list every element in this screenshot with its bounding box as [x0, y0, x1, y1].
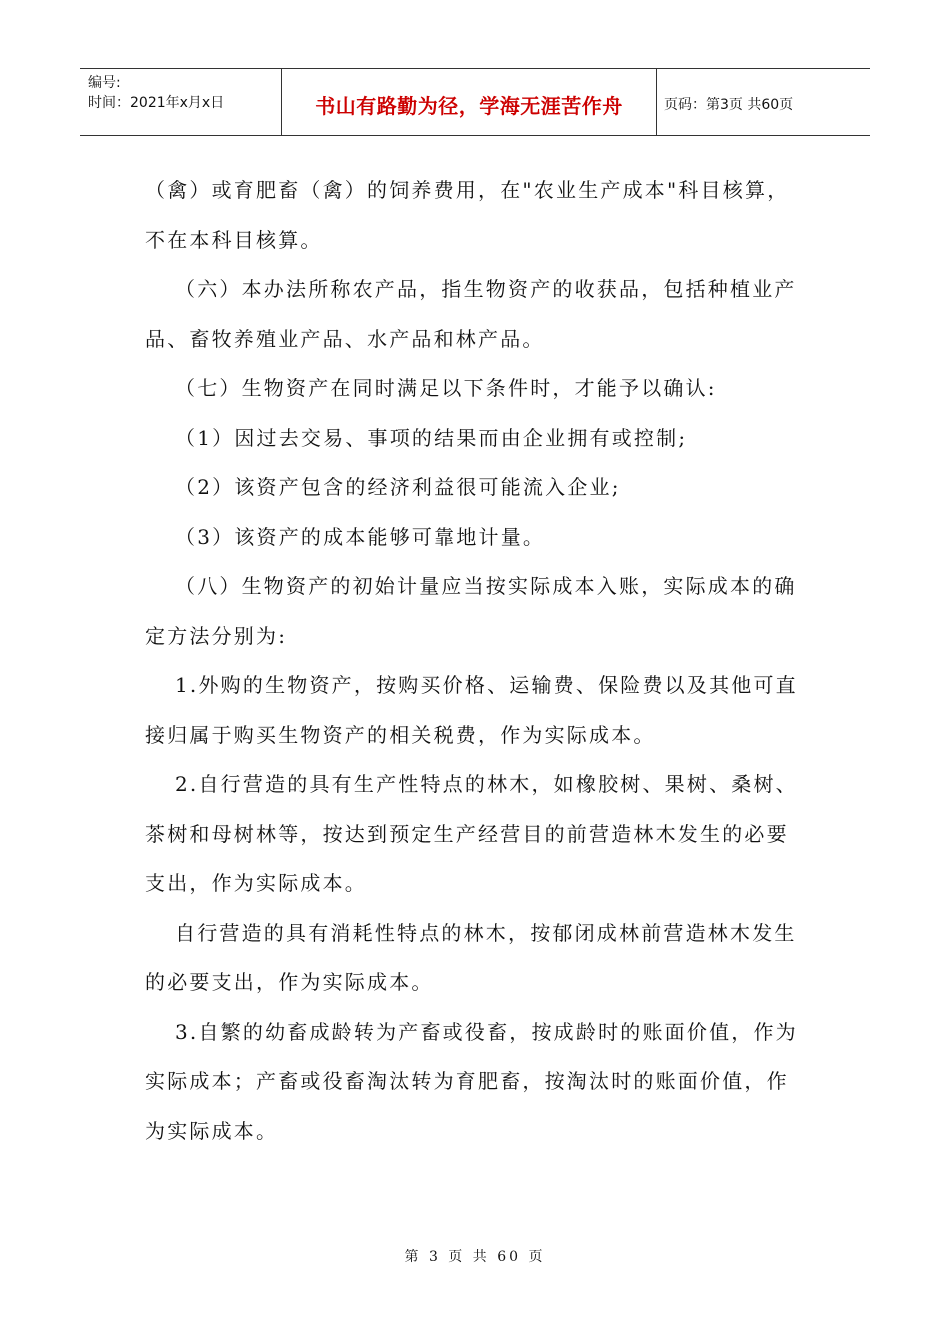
paragraph: [145, 909, 805, 1008]
paragraph-line: （六）本办法所称农产品，指生物资产的收获品，包括种植业产: [175, 277, 797, 301]
paragraph: [145, 513, 805, 563]
header-page-info: 页码：第3页 共60页: [664, 97, 794, 113]
paragraph-line: （2）该资产包含的经济利益很可能流入企业;: [175, 475, 621, 499]
paragraph-line: 实际成本；产畜或役畜淘汰转为育肥畜，按淘汰时的账面价值，作: [145, 1069, 789, 1093]
paragraph: [145, 661, 805, 760]
header-motto: 书山有路勤为径，学海无涯苦作舟: [315, 93, 623, 118]
page-header: [80, 68, 870, 136]
paragraph: [145, 760, 805, 909]
paragraph: [145, 265, 805, 364]
paragraph-line: 品、畜牧养殖业产品、水产品和林产品。: [145, 326, 545, 351]
header-meta-cell: [80, 69, 282, 135]
header-page-cell: [657, 69, 870, 135]
document-body: [145, 166, 805, 1156]
page-footer: 第 3 页 共 60 页: [404, 1249, 546, 1265]
paragraph-line: 定方法分别为:: [145, 623, 288, 648]
paragraph: [145, 166, 805, 265]
paragraph-line: 2.自行营造的具有生产性特点的林木，如橡胶树、果树、桑树、: [175, 772, 798, 796]
document-number-label: 编号:: [88, 75, 121, 91]
paragraph: [145, 414, 805, 464]
paragraph-line: 接归属于购买生物资产的相关税费，作为实际成本。: [145, 722, 656, 747]
paragraph-line: 不在本科目核算。: [145, 227, 323, 252]
paragraph-line: （3）该资产的成本能够可靠地计量。: [175, 524, 546, 549]
paragraph-line: （七）生物资产在同时满足以下条件时，才能予以确认:: [175, 376, 717, 400]
paragraph-line: 3.自繁的幼畜成龄转为产畜或役畜，按成龄时的账面价值，作为: [175, 1019, 798, 1044]
paragraph-line: 支出，作为实际成本。: [145, 871, 367, 895]
paragraph: [145, 1008, 805, 1157]
paragraph-line: 1.外购的生物资产，按购买价格、运输费、保险费以及其他可直: [175, 673, 798, 697]
paragraph-line: 茶树和母树林等，按达到预定生产经营目的前营造林木发生的必要: [145, 821, 789, 846]
paragraph-line: 为实际成本。: [145, 1118, 279, 1143]
paragraph-line: 的必要支出，作为实际成本。: [145, 970, 434, 994]
paragraph-line: （八）生物资产的初始计量应当按实际成本入账，实际成本的确: [175, 574, 797, 598]
paragraph: [145, 562, 805, 661]
paragraph: [145, 364, 805, 414]
header-motto-cell: [282, 69, 657, 135]
paragraph-line: 自行营造的具有消耗性特点的林木，按郁闭成林前营造林木发生: [175, 920, 797, 945]
paragraph-line: （1）因过去交易、事项的结果而由企业拥有或控制;: [175, 425, 688, 450]
paragraph: [145, 463, 805, 513]
paragraph-line: （禽）或育肥畜（禽）的饲养费用，在"农业生产成本"科目核算，: [145, 178, 790, 202]
document-date-label: 时间：2021年x月x日: [88, 95, 225, 111]
